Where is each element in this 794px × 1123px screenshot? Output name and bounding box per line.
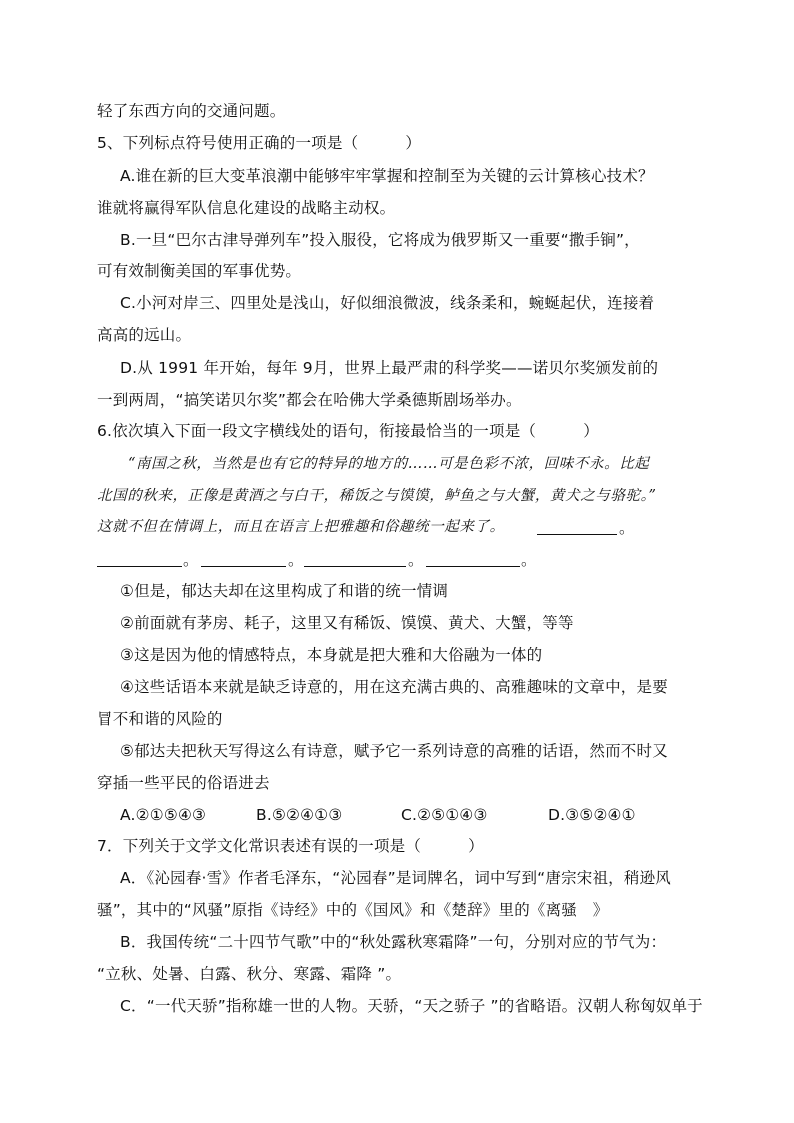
question-5-option-c-line1: C.小河对岸三、四里处是浅山，好似细浪微波，线条柔和，蜿蜒起伏，连接着 xyxy=(120,294,655,312)
question-5-option-a-line2: 谁就将赢得军队信息化建设的战略主动权。 xyxy=(97,199,396,217)
question-7-option-a-line2: 骚”，其中的“风骚”原指《诗经》中的《国风》和《楚辞》里的《离骚 》 xyxy=(97,901,609,919)
question-5-stem: 5、下列标点符号使用正确的一项是（ ） xyxy=(97,134,422,152)
text-line-continuation: 轻了东西方向的交通问题。 xyxy=(97,102,286,120)
question-6-stem: 6.依次填入下面一段文字横线处的语句，衔接最恰当的一项是（ ） xyxy=(97,422,599,440)
blank-period: 。 xyxy=(288,551,304,569)
question-6-sentence-2: ②前面就有茅房、耗子，这里又有稀饭、馍馍、黄犬、大蟹，等等 xyxy=(120,614,574,632)
question-6-sentence-4-line2: 冒不和谐的风险的 xyxy=(97,710,223,728)
question-7-option-a-line1: A．《沁园春·雪》作者毛泽东，“沁园春”是词牌名，词中写到“唐宗宋祖，稍逊风 xyxy=(120,869,671,887)
question-7-stem: 7．下列关于文学文化常识表述有误的一项是（ ） xyxy=(97,837,484,855)
question-6-choice-c: C.②⑤①④③ xyxy=(401,806,488,824)
fill-blank-5 xyxy=(426,566,520,567)
question-7-option-b-line2: “立秋、处暑、白露、秋分、寒露、霜降 ”。 xyxy=(97,965,402,983)
fill-blank-1 xyxy=(537,534,617,535)
question-5-option-b-line1: B.一旦“巴尔古津导弹列车”投入服役，它将成为俄罗斯又一重要“撒手锏”， xyxy=(120,231,640,249)
blank-period: 。 xyxy=(183,551,199,569)
question-6-sentence-3: ③这是因为他的情感特点，本身就是把大雅和大俗融为一体的 xyxy=(120,646,543,664)
question-6-passage-line1: “南国之秋，当然是也有它的特异的地方的……可是色彩不浓，回味不永。比起 xyxy=(128,456,650,472)
fill-blank-3 xyxy=(201,566,286,567)
question-7-option-c-line1: C．“一代天骄”指称雄一世的人物。天骄，“天之骄子 ”的省略语。汉朝人称匈奴单于 xyxy=(120,997,703,1015)
question-6-passage-line3: 这就不但在情调上，而且在语言上把雅趣和俗趣统一起来了。 xyxy=(97,519,505,535)
fill-blank-4 xyxy=(304,566,406,567)
blank-period: 。 xyxy=(408,551,424,569)
question-6-passage-line2: 北国的秋来，正像是黄酒之与白干，稀饭之与馍馍，鲈鱼之与大蟹，黄犬之与骆驼。” xyxy=(97,488,657,504)
question-6-sentence-1: ①但是，郁达夫却在这里构成了和谐的统一情调 xyxy=(120,582,449,600)
blank-period: 。 xyxy=(521,551,537,569)
question-5-option-d-line2: 一到两周，“搞笑诺贝尔奖”都会在哈佛大学桑德斯剧场举办。 xyxy=(97,391,522,409)
question-5-option-b-line2: 可有效制衡美国的军事优势。 xyxy=(97,262,302,280)
question-7-option-b-line1: B．我国传统“二十四节气歌”中的“秋处露秋寒霜降”一句，分别对应的节气为： xyxy=(120,933,667,951)
question-5-option-a-line1: A.谁在新的巨大变革浪潮中能够牢牢掌握和控制至为关键的云计算核心技术？ xyxy=(120,167,654,185)
question-6-sentence-5-line2: 穿插一些平民的俗语进去 xyxy=(97,774,270,792)
question-5-option-d-line1: D.从 1991 年开始，每年 9月，世界上最严肃的科学奖——诺贝尔奖颁发前的 xyxy=(120,359,659,377)
question-6-choice-b: B.⑤②④①③ xyxy=(256,806,343,824)
question-6-choice-a: A.②①⑤④③ xyxy=(120,806,207,824)
blank-period: 。 xyxy=(619,519,635,537)
question-5-option-c-line2: 高高的远山。 xyxy=(97,326,192,344)
question-6-sentence-4-line1: ④这些话语本来就是缺乏诗意的，用在这充满古典的、高雅趣味的文章中，是要 xyxy=(120,678,668,696)
question-6-choice-d: D.③⑤②④① xyxy=(548,806,636,824)
fill-blank-2 xyxy=(97,566,182,567)
question-6-sentence-5-line1: ⑤郁达夫把秋天写得这么有诗意，赋予它一系列诗意的高雅的话语，然而不时又 xyxy=(120,742,668,760)
